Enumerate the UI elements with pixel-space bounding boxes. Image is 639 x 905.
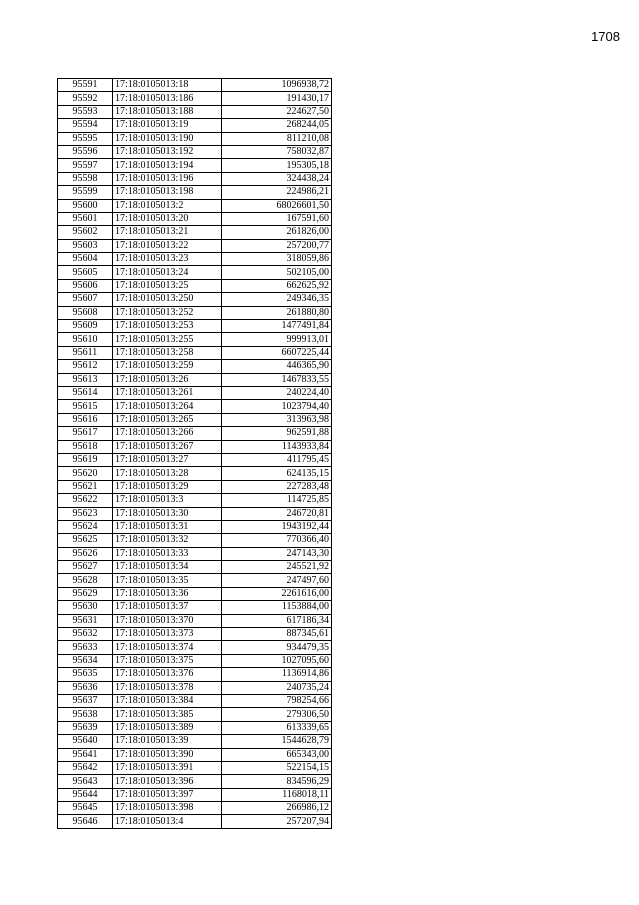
value-cell: 246720,81 — [222, 507, 332, 520]
cadastral-number-cell: 17:18:0105013:255 — [113, 333, 222, 346]
cadastral-number-cell: 17:18:0105013:396 — [113, 775, 222, 788]
value-cell: 224986,21 — [222, 186, 332, 199]
table-row — [58, 815, 332, 828]
value-cell: 6607225,44 — [222, 346, 332, 359]
cadastral-number-cell: 17:18:0105013:397 — [113, 788, 222, 801]
cadastral-number-cell: 17:18:0105013:18 — [113, 79, 222, 92]
row-number-cell: 95639 — [58, 721, 113, 734]
value-cell: 1096938,72 — [222, 79, 332, 92]
table-row — [58, 721, 332, 734]
row-number-cell: 95600 — [58, 199, 113, 212]
value-cell: 247143,30 — [222, 547, 332, 560]
row-number-cell: 95625 — [58, 534, 113, 547]
cadastral-number-cell: 17:18:0105013:267 — [113, 440, 222, 453]
table-row — [58, 694, 332, 707]
value-cell: 411795,45 — [222, 453, 332, 466]
cadastral-number-cell: 17:18:0105013:259 — [113, 360, 222, 373]
row-number-cell: 95617 — [58, 427, 113, 440]
table-row — [58, 761, 332, 774]
value-cell: 167591,60 — [222, 212, 332, 225]
table-row — [58, 346, 332, 359]
row-number-cell: 95645 — [58, 802, 113, 815]
value-cell: 240735,24 — [222, 681, 332, 694]
value-cell: 249346,35 — [222, 293, 332, 306]
cadastral-number-cell: 17:18:0105013:373 — [113, 628, 222, 641]
value-cell: 798254,66 — [222, 694, 332, 707]
value-cell: 279306,50 — [222, 708, 332, 721]
value-cell: 962591,88 — [222, 427, 332, 440]
table-row — [58, 320, 332, 333]
value-cell: 613339,65 — [222, 721, 332, 734]
cadastral-number-cell: 17:18:0105013:391 — [113, 761, 222, 774]
value-cell: 662625,92 — [222, 279, 332, 292]
cadastral-number-cell: 17:18:0105013:28 — [113, 467, 222, 480]
cadastral-number-cell: 17:18:0105013:390 — [113, 748, 222, 761]
row-number-cell: 95615 — [58, 400, 113, 413]
cadastral-number-cell: 17:18:0105013:194 — [113, 159, 222, 172]
value-cell: 257207,94 — [222, 815, 332, 828]
table-row — [58, 239, 332, 252]
table-row — [58, 748, 332, 761]
row-number-cell: 95629 — [58, 587, 113, 600]
row-number-cell: 95597 — [58, 159, 113, 172]
row-number-cell: 95628 — [58, 574, 113, 587]
cadastral-number-cell: 17:18:0105013:34 — [113, 561, 222, 574]
cadastral-number-cell: 17:18:0105013:250 — [113, 293, 222, 306]
table-row — [58, 186, 332, 199]
table-row — [58, 306, 332, 319]
value-cell: 758032,87 — [222, 145, 332, 158]
table-row — [58, 105, 332, 118]
records-table — [57, 78, 332, 829]
row-number-cell: 95603 — [58, 239, 113, 252]
row-number-cell: 95602 — [58, 226, 113, 239]
row-number-cell: 95643 — [58, 775, 113, 788]
value-cell: 1467833,55 — [222, 373, 332, 386]
value-cell: 268244,05 — [222, 119, 332, 132]
row-number-cell: 95627 — [58, 561, 113, 574]
row-number-cell: 95623 — [58, 507, 113, 520]
table-row — [58, 92, 332, 105]
value-cell: 68026601,50 — [222, 199, 332, 212]
table-row — [58, 628, 332, 641]
row-number-cell: 95631 — [58, 614, 113, 627]
cadastral-number-cell: 17:18:0105013:376 — [113, 668, 222, 681]
cadastral-number-cell: 17:18:0105013:186 — [113, 92, 222, 105]
table-row — [58, 253, 332, 266]
cadastral-number-cell: 17:18:0105013:253 — [113, 320, 222, 333]
table-row — [58, 654, 332, 667]
table-row — [58, 574, 332, 587]
value-cell: 934479,35 — [222, 641, 332, 654]
table-row — [58, 159, 332, 172]
row-number-cell: 95599 — [58, 186, 113, 199]
value-cell: 2261616,00 — [222, 587, 332, 600]
row-number-cell: 95614 — [58, 386, 113, 399]
value-cell: 1153884,00 — [222, 601, 332, 614]
row-number-cell: 95644 — [58, 788, 113, 801]
cadastral-number-cell: 17:18:0105013:374 — [113, 641, 222, 654]
value-cell: 318059,86 — [222, 253, 332, 266]
table-row — [58, 427, 332, 440]
row-number-cell: 95610 — [58, 333, 113, 346]
cadastral-number-cell: 17:18:0105013:22 — [113, 239, 222, 252]
table-row — [58, 614, 332, 627]
cadastral-number-cell: 17:18:0105013:265 — [113, 413, 222, 426]
row-number-cell: 95622 — [58, 494, 113, 507]
row-number-cell: 95601 — [58, 212, 113, 225]
row-number-cell: 95593 — [58, 105, 113, 118]
value-cell: 261826,00 — [222, 226, 332, 239]
row-number-cell: 95608 — [58, 306, 113, 319]
table-row — [58, 494, 332, 507]
value-cell: 811210,08 — [222, 132, 332, 145]
cadastral-number-cell: 17:18:0105013:27 — [113, 453, 222, 466]
cadastral-number-cell: 17:18:0105013:23 — [113, 253, 222, 266]
table-row — [58, 79, 332, 92]
table-row — [58, 467, 332, 480]
value-cell: 1544628,79 — [222, 735, 332, 748]
cadastral-number-cell: 17:18:0105013:190 — [113, 132, 222, 145]
value-cell: 617186,34 — [222, 614, 332, 627]
value-cell: 1477491,84 — [222, 320, 332, 333]
table-row — [58, 788, 332, 801]
value-cell: 624135,15 — [222, 467, 332, 480]
cadastral-number-cell: 17:18:0105013:19 — [113, 119, 222, 132]
table-row — [58, 279, 332, 292]
cadastral-number-cell: 17:18:0105013:21 — [113, 226, 222, 239]
row-number-cell: 95624 — [58, 520, 113, 533]
table-row — [58, 440, 332, 453]
cadastral-number-cell: 17:18:0105013:36 — [113, 587, 222, 600]
row-number-cell: 95592 — [58, 92, 113, 105]
cadastral-number-cell: 17:18:0105013:30 — [113, 507, 222, 520]
cadastral-number-cell: 17:18:0105013:26 — [113, 373, 222, 386]
value-cell: 266986,12 — [222, 802, 332, 815]
row-number-cell: 95642 — [58, 761, 113, 774]
row-number-cell: 95619 — [58, 453, 113, 466]
cadastral-number-cell: 17:18:0105013:385 — [113, 708, 222, 721]
row-number-cell: 95607 — [58, 293, 113, 306]
row-number-cell: 95630 — [58, 601, 113, 614]
row-number-cell: 95634 — [58, 654, 113, 667]
table-row — [58, 293, 332, 306]
cadastral-number-cell: 17:18:0105013:266 — [113, 427, 222, 440]
cadastral-number-cell: 17:18:0105013:35 — [113, 574, 222, 587]
table-row — [58, 735, 332, 748]
cadastral-number-cell: 17:18:0105013:389 — [113, 721, 222, 734]
row-number-cell: 95637 — [58, 694, 113, 707]
row-number-cell: 95626 — [58, 547, 113, 560]
table-row — [58, 681, 332, 694]
table-row — [58, 708, 332, 721]
table-row — [58, 199, 332, 212]
value-cell: 191430,17 — [222, 92, 332, 105]
cadastral-number-cell: 17:18:0105013:20 — [113, 212, 222, 225]
row-number-cell: 95605 — [58, 266, 113, 279]
table-row — [58, 119, 332, 132]
row-number-cell: 95638 — [58, 708, 113, 721]
table-row — [58, 775, 332, 788]
row-number-cell: 95641 — [58, 748, 113, 761]
row-number-cell: 95591 — [58, 79, 113, 92]
value-cell: 1943192,44 — [222, 520, 332, 533]
cadastral-number-cell: 17:18:0105013:375 — [113, 654, 222, 667]
row-number-cell: 95613 — [58, 373, 113, 386]
value-cell: 257200,77 — [222, 239, 332, 252]
cadastral-number-cell: 17:18:0105013:39 — [113, 735, 222, 748]
row-number-cell: 95633 — [58, 641, 113, 654]
cadastral-number-cell: 17:18:0105013:37 — [113, 601, 222, 614]
row-number-cell: 95594 — [58, 119, 113, 132]
page-number: 1708 — [591, 29, 620, 44]
table-row — [58, 547, 332, 560]
value-cell: 261880,80 — [222, 306, 332, 319]
table-row — [58, 507, 332, 520]
value-cell: 834596,29 — [222, 775, 332, 788]
table-row — [58, 373, 332, 386]
row-number-cell: 95636 — [58, 681, 113, 694]
row-number-cell: 95620 — [58, 467, 113, 480]
value-cell: 1143933,84 — [222, 440, 332, 453]
table-row — [58, 333, 332, 346]
row-number-cell: 95618 — [58, 440, 113, 453]
cadastral-number-cell: 17:18:0105013:33 — [113, 547, 222, 560]
value-cell: 224627,50 — [222, 105, 332, 118]
row-number-cell: 95640 — [58, 735, 113, 748]
value-cell: 770366,40 — [222, 534, 332, 547]
table-row — [58, 386, 332, 399]
cadastral-number-cell: 17:18:0105013:261 — [113, 386, 222, 399]
cadastral-number-cell: 17:18:0105013:196 — [113, 172, 222, 185]
value-cell: 227283,48 — [222, 480, 332, 493]
value-cell: 446365,90 — [222, 360, 332, 373]
value-cell: 502105,00 — [222, 266, 332, 279]
table-row — [58, 641, 332, 654]
cadastral-number-cell: 17:18:0105013:252 — [113, 306, 222, 319]
value-cell: 665343,00 — [222, 748, 332, 761]
value-cell: 245521,92 — [222, 561, 332, 574]
table-row — [58, 400, 332, 413]
table-row — [58, 520, 332, 533]
cadastral-number-cell: 17:18:0105013:3 — [113, 494, 222, 507]
table-row — [58, 145, 332, 158]
cadastral-number-cell: 17:18:0105013:29 — [113, 480, 222, 493]
value-cell: 1168018,11 — [222, 788, 332, 801]
cadastral-number-cell: 17:18:0105013:398 — [113, 802, 222, 815]
row-number-cell: 95612 — [58, 360, 113, 373]
value-cell: 240224,40 — [222, 386, 332, 399]
cadastral-number-cell: 17:18:0105013:198 — [113, 186, 222, 199]
value-cell: 999913,01 — [222, 333, 332, 346]
cadastral-number-cell: 17:18:0105013:258 — [113, 346, 222, 359]
table-row — [58, 453, 332, 466]
table-row — [58, 266, 332, 279]
value-cell: 247497,60 — [222, 574, 332, 587]
cadastral-number-cell: 17:18:0105013:32 — [113, 534, 222, 547]
value-cell: 1136914,86 — [222, 668, 332, 681]
value-cell: 195305,18 — [222, 159, 332, 172]
row-number-cell: 95604 — [58, 253, 113, 266]
table-row — [58, 561, 332, 574]
records-table-body — [58, 79, 332, 829]
row-number-cell: 95632 — [58, 628, 113, 641]
table-row — [58, 668, 332, 681]
value-cell: 313963,98 — [222, 413, 332, 426]
table-row — [58, 601, 332, 614]
row-number-cell: 95635 — [58, 668, 113, 681]
table-row — [58, 360, 332, 373]
row-number-cell: 95616 — [58, 413, 113, 426]
cadastral-number-cell: 17:18:0105013:2 — [113, 199, 222, 212]
value-cell: 887345,61 — [222, 628, 332, 641]
row-number-cell: 95609 — [58, 320, 113, 333]
value-cell: 114725,85 — [222, 494, 332, 507]
value-cell: 324438,24 — [222, 172, 332, 185]
table-row — [58, 212, 332, 225]
row-number-cell: 95606 — [58, 279, 113, 292]
cadastral-number-cell: 17:18:0105013:264 — [113, 400, 222, 413]
cadastral-number-cell: 17:18:0105013:370 — [113, 614, 222, 627]
cadastral-number-cell: 17:18:0105013:4 — [113, 815, 222, 828]
row-number-cell: 95598 — [58, 172, 113, 185]
table-row — [58, 172, 332, 185]
table-row — [58, 802, 332, 815]
cadastral-number-cell: 17:18:0105013:384 — [113, 694, 222, 707]
table-row — [58, 587, 332, 600]
row-number-cell: 95611 — [58, 346, 113, 359]
table-row — [58, 413, 332, 426]
table-row — [58, 534, 332, 547]
cadastral-number-cell: 17:18:0105013:188 — [113, 105, 222, 118]
value-cell: 1027095,60 — [222, 654, 332, 667]
row-number-cell: 95596 — [58, 145, 113, 158]
cadastral-number-cell: 17:18:0105013:25 — [113, 279, 222, 292]
value-cell: 1023794,40 — [222, 400, 332, 413]
value-cell: 522154,15 — [222, 761, 332, 774]
row-number-cell: 95646 — [58, 815, 113, 828]
cadastral-number-cell: 17:18:0105013:192 — [113, 145, 222, 158]
cadastral-number-cell: 17:18:0105013:24 — [113, 266, 222, 279]
table-row — [58, 226, 332, 239]
table-row — [58, 132, 332, 145]
cadastral-number-cell: 17:18:0105013:378 — [113, 681, 222, 694]
row-number-cell: 95595 — [58, 132, 113, 145]
table-row — [58, 480, 332, 493]
row-number-cell: 95621 — [58, 480, 113, 493]
cadastral-number-cell: 17:18:0105013:31 — [113, 520, 222, 533]
